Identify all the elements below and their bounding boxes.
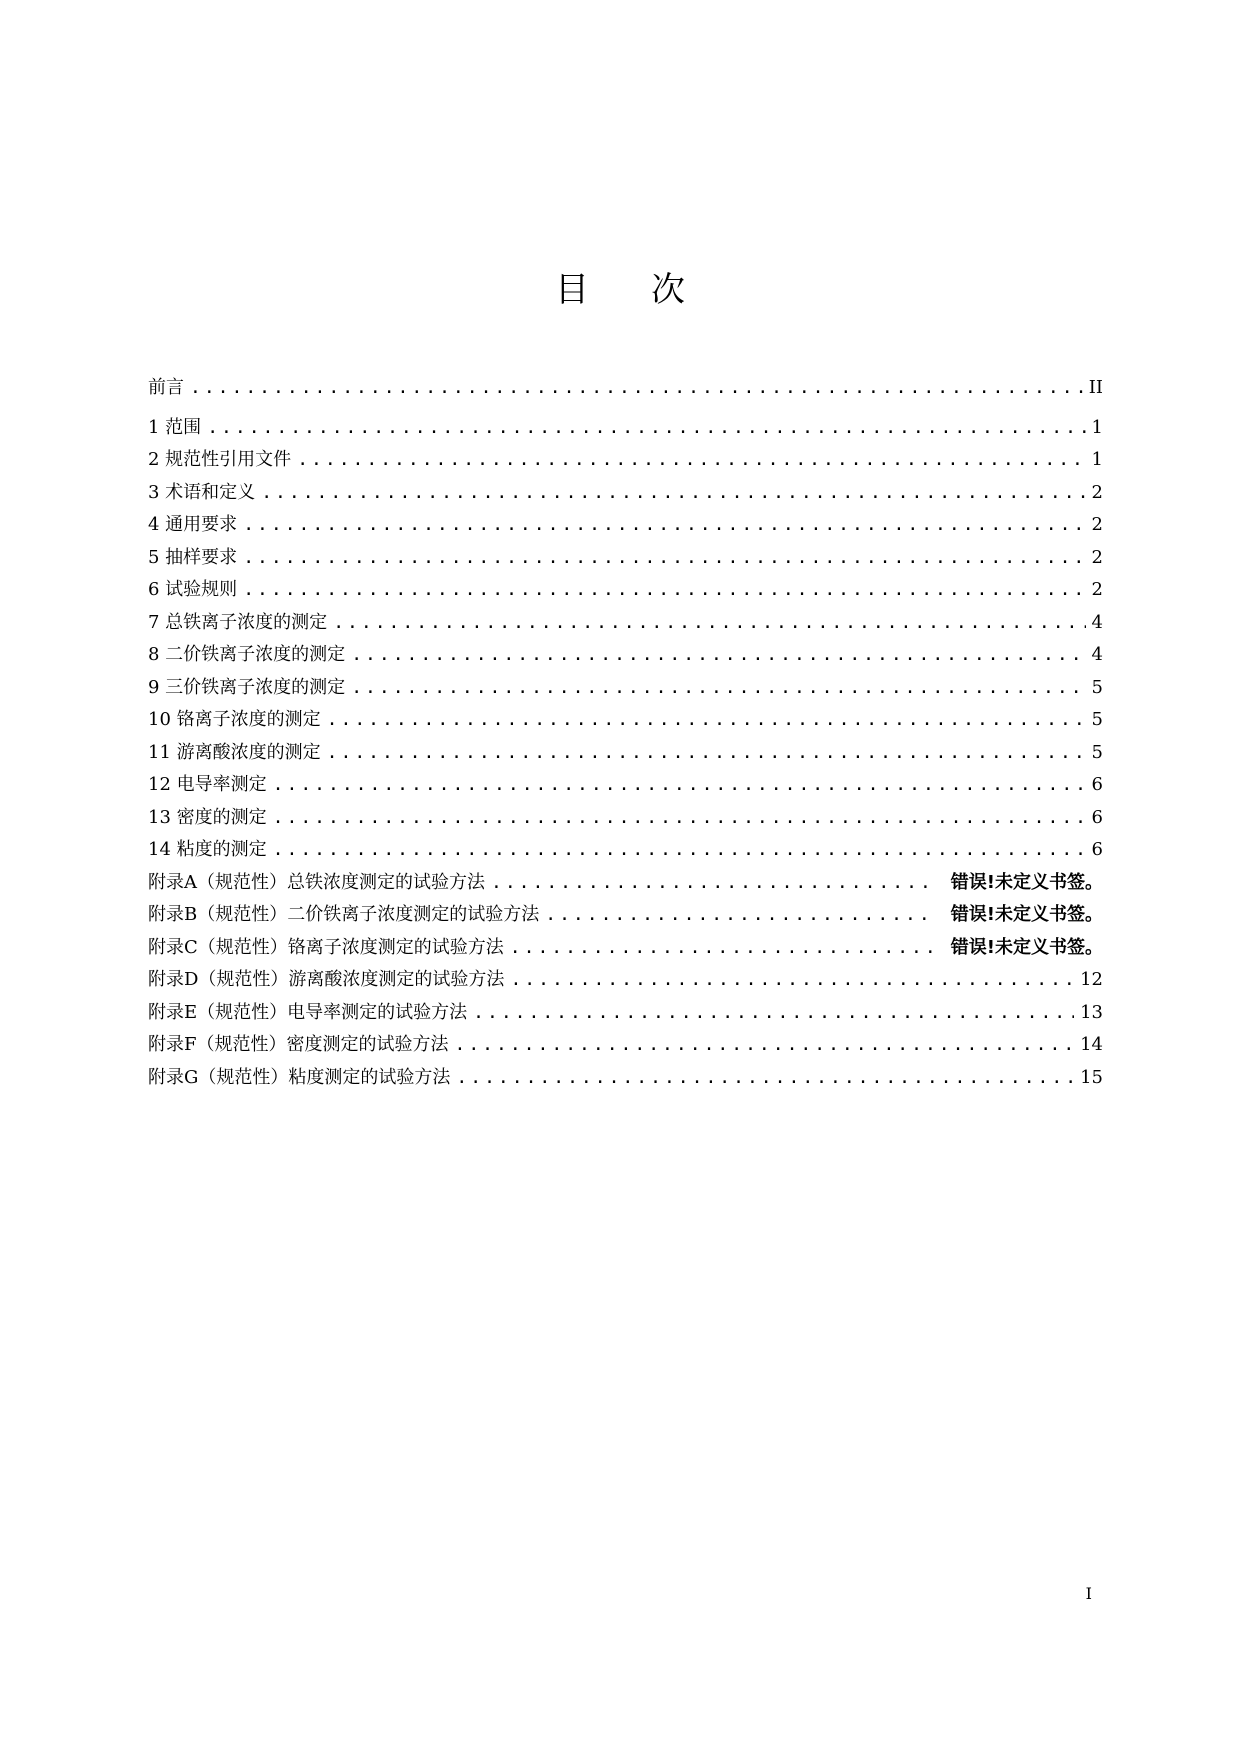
toc-entry-label: 10 铬离子浓度的测定 (148, 709, 321, 730)
toc-entry-page: 4 (1091, 644, 1103, 665)
toc-entry-appendix-e[interactable] (148, 997, 1103, 1030)
toc-entry-label: 附录D（规范性）游离酸浓度测定的试验方法 (148, 969, 505, 990)
toc-entry-label: 14 粘度的测定 (148, 839, 267, 860)
toc-entry-page: 15 (1080, 1066, 1103, 1088)
toc-entry-page: 2 (1091, 481, 1103, 503)
toc-leader-dots (351, 639, 1085, 672)
toc-entry-6[interactable] (148, 574, 1103, 607)
toc-entry-9[interactable] (148, 672, 1103, 705)
toc-leader-dots (273, 769, 1086, 802)
toc-entry-2[interactable] (148, 444, 1103, 477)
toc-entry-label: 5 抽样要求 (148, 546, 238, 568)
toc-leader-dots (261, 477, 1085, 510)
toc-entry-page: 6 (1091, 774, 1103, 795)
toc-entry-appendix-c[interactable] (148, 932, 1103, 965)
toc-entry-page: 1 (1091, 416, 1103, 438)
toc-entry-page: 2 (1091, 514, 1103, 535)
toc-leader-dots (243, 509, 1085, 542)
toc-entry-label: 13 密度的测定 (148, 806, 267, 828)
toc-leader-dots (455, 1029, 1075, 1062)
toc-leader-dots (510, 964, 1074, 997)
footer-page-number: I (1085, 1584, 1092, 1603)
toc-leader-dots (243, 542, 1085, 575)
toc-entry-appendix-b[interactable] (148, 899, 1103, 932)
toc-entry-error: 错误!未定义书签。 (950, 871, 1103, 893)
toc-leader-dots (273, 802, 1086, 835)
toc-leader-dots (545, 899, 935, 932)
toc-entry-appendix-f[interactable] (148, 1029, 1103, 1062)
toc-entry-13[interactable] (148, 802, 1103, 835)
toc-entry-label: 附录C（规范性）铬离子浓度测定的试验方法 (148, 936, 504, 958)
toc-leader-dots (327, 737, 1086, 770)
toc-entry-label: 7 总铁离子浓度的测定 (148, 611, 328, 633)
toc-entry-page: 12 (1080, 969, 1103, 990)
toc-entry-label: 附录B（规范性）二价铁离子浓度测定的试验方法 (148, 904, 540, 925)
toc-entry-label: 12 电导率测定 (148, 774, 267, 795)
toc-entry-appendix-g[interactable] (148, 1062, 1103, 1095)
toc-entry-label: 11 游离酸浓度的测定 (148, 741, 321, 763)
toc-entry-label: 附录E（规范性）电导率测定的试验方法 (148, 1001, 468, 1023)
toc-entry-page: 13 (1080, 1001, 1103, 1023)
toc-entry-1[interactable] (148, 412, 1103, 445)
toc-entry-appendix-a[interactable] (148, 867, 1103, 900)
toc-entry-14[interactable] (148, 834, 1103, 867)
toc-leader-dots (456, 1062, 1074, 1095)
toc-entry-page: 5 (1091, 709, 1103, 730)
toc-entry-label: 8 二价铁离子浓度的测定 (148, 644, 346, 665)
toc-entry-5[interactable] (148, 542, 1103, 575)
toc-entry-page: 2 (1091, 579, 1103, 600)
toc-leader-dots (327, 704, 1086, 737)
toc-entry-error: 错误!未定义书签。 (950, 936, 1103, 958)
toc-entry-12[interactable] (148, 769, 1103, 802)
table-of-contents (148, 372, 1103, 1094)
page-title: 目次 (555, 270, 747, 310)
toc-entry-page: 5 (1091, 741, 1103, 763)
toc-leader-dots (333, 607, 1085, 640)
toc-entry-foreword[interactable] (148, 372, 1103, 405)
toc-entry-7[interactable] (148, 607, 1103, 640)
toc-entry-11[interactable] (148, 737, 1103, 770)
toc-entry-page: 6 (1091, 806, 1103, 828)
toc-leader-dots (473, 997, 1074, 1030)
toc-leader-dots (190, 372, 1083, 405)
toc-entry-page: 4 (1091, 611, 1103, 633)
toc-entry-label: 前言 (148, 377, 184, 398)
toc-leader-dots (351, 672, 1085, 705)
toc-entry-error: 错误!未定义书签。 (950, 904, 1103, 925)
toc-entry-label: 9 三价铁离子浓度的测定 (148, 676, 346, 698)
toc-leader-dots (207, 412, 1085, 445)
toc-entry-label: 2 规范性引用文件 (148, 449, 292, 470)
toc-entry-label: 1 范围 (148, 416, 202, 438)
toc-entry-3[interactable] (148, 477, 1103, 510)
toc-entry-10[interactable] (148, 704, 1103, 737)
toc-entry-label: 附录F（规范性）密度测定的试验方法 (148, 1034, 449, 1055)
toc-entry-label: 附录G（规范性）粘度测定的试验方法 (148, 1066, 451, 1088)
toc-entry-8[interactable] (148, 639, 1103, 672)
toc-leader-dots (297, 444, 1085, 477)
toc-leader-dots (273, 834, 1086, 867)
toc-entry-4[interactable] (148, 509, 1103, 542)
toc-leader-dots (243, 574, 1085, 607)
toc-entry-label: 4 通用要求 (148, 514, 238, 535)
toc-entry-label: 3 术语和定义 (148, 481, 256, 503)
toc-entry-label: 附录A（规范性）总铁浓度测定的试验方法 (148, 871, 485, 893)
toc-entry-page: 14 (1080, 1034, 1103, 1055)
toc-entry-label: 6 试验规则 (148, 579, 238, 600)
toc-entry-appendix-d[interactable] (148, 964, 1103, 997)
toc-leader-dots (510, 932, 935, 965)
toc-entry-page: 5 (1091, 676, 1103, 698)
toc-entry-page: 6 (1091, 839, 1103, 860)
toc-entry-page: II (1088, 377, 1103, 398)
toc-entry-page: 2 (1091, 546, 1103, 568)
toc-entry-page: 1 (1091, 449, 1103, 470)
toc-leader-dots (491, 867, 935, 900)
